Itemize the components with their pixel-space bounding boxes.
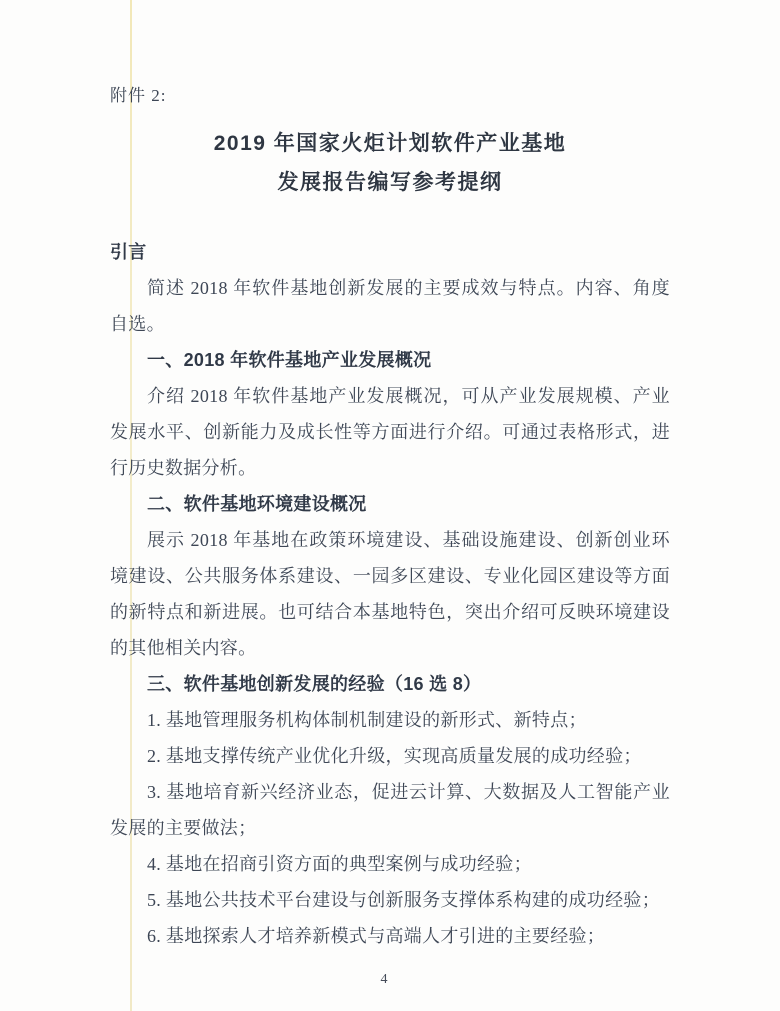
- paragraph-line: 境建设、公共服务体系建设、一园多区建设、专业化园区建设等方面: [110, 566, 670, 586]
- section-heading-3: 三、软件基地创新发展的经验（16 选 8）: [147, 674, 482, 694]
- paragraph-line: 简述 2018 年软件基地创新发展的主要成效与特点。内容、角度: [147, 278, 670, 298]
- list-item-3: 3. 基地培育新兴经济业态，促进云计算、大数据及人工智能产业: [147, 782, 670, 802]
- paragraph-line: 介绍 2018 年软件基地产业发展概况，可从产业发展规模、产业: [147, 386, 670, 406]
- list-item-4: 4. 基地在招商引资方面的典型案例与成功经验；: [147, 854, 532, 874]
- title-line-2: 发展报告编写参考提纲: [277, 171, 503, 194]
- attachment-label: 附件 2:: [110, 86, 167, 105]
- paragraph-line: 的新特点和新进展。也可结合本基地特色，突出介绍可反映环境建设: [110, 602, 670, 622]
- document-body: [110, 234, 670, 954]
- paragraph-line: 发展水平、创新能力及成长性等方面进行介绍。可通过表格形式，进: [110, 422, 670, 442]
- list-item-5: 5. 基地公共技术平台建设与创新服务支撑体系构建的成功经验；: [147, 890, 660, 910]
- section-heading-2: 二、软件基地环境建设概况: [147, 494, 367, 514]
- paragraph-line: 展示 2018 年基地在政策环境建设、基础设施建设、创新创业环: [147, 530, 670, 550]
- paragraph-line: 的其他相关内容。: [110, 638, 257, 658]
- list-item-3-continued: 发展的主要做法；: [110, 818, 257, 838]
- paragraph-line: 自选。: [110, 314, 165, 334]
- section-heading-1: 一、2018 年软件基地产业发展概况: [147, 350, 432, 370]
- paragraph-line: 行历史数据分析。: [110, 458, 257, 478]
- list-item-1: 1. 基地管理服务机构体制机制建设的新形式、新特点；: [147, 710, 587, 730]
- document-content: [110, 84, 670, 954]
- title-line-1: 2019 年国家火炬计划软件产业基地: [213, 132, 567, 155]
- page-number: 4: [380, 972, 388, 987]
- document-title: [110, 124, 670, 202]
- section-heading-intro: 引言: [110, 242, 147, 262]
- list-item-6: 6. 基地探索人才培养新模式与高端人才引进的主要经验；: [147, 926, 606, 946]
- list-item-2: 2. 基地支撑传统产业优化升级，实现高质量发展的成功经验；: [147, 746, 642, 766]
